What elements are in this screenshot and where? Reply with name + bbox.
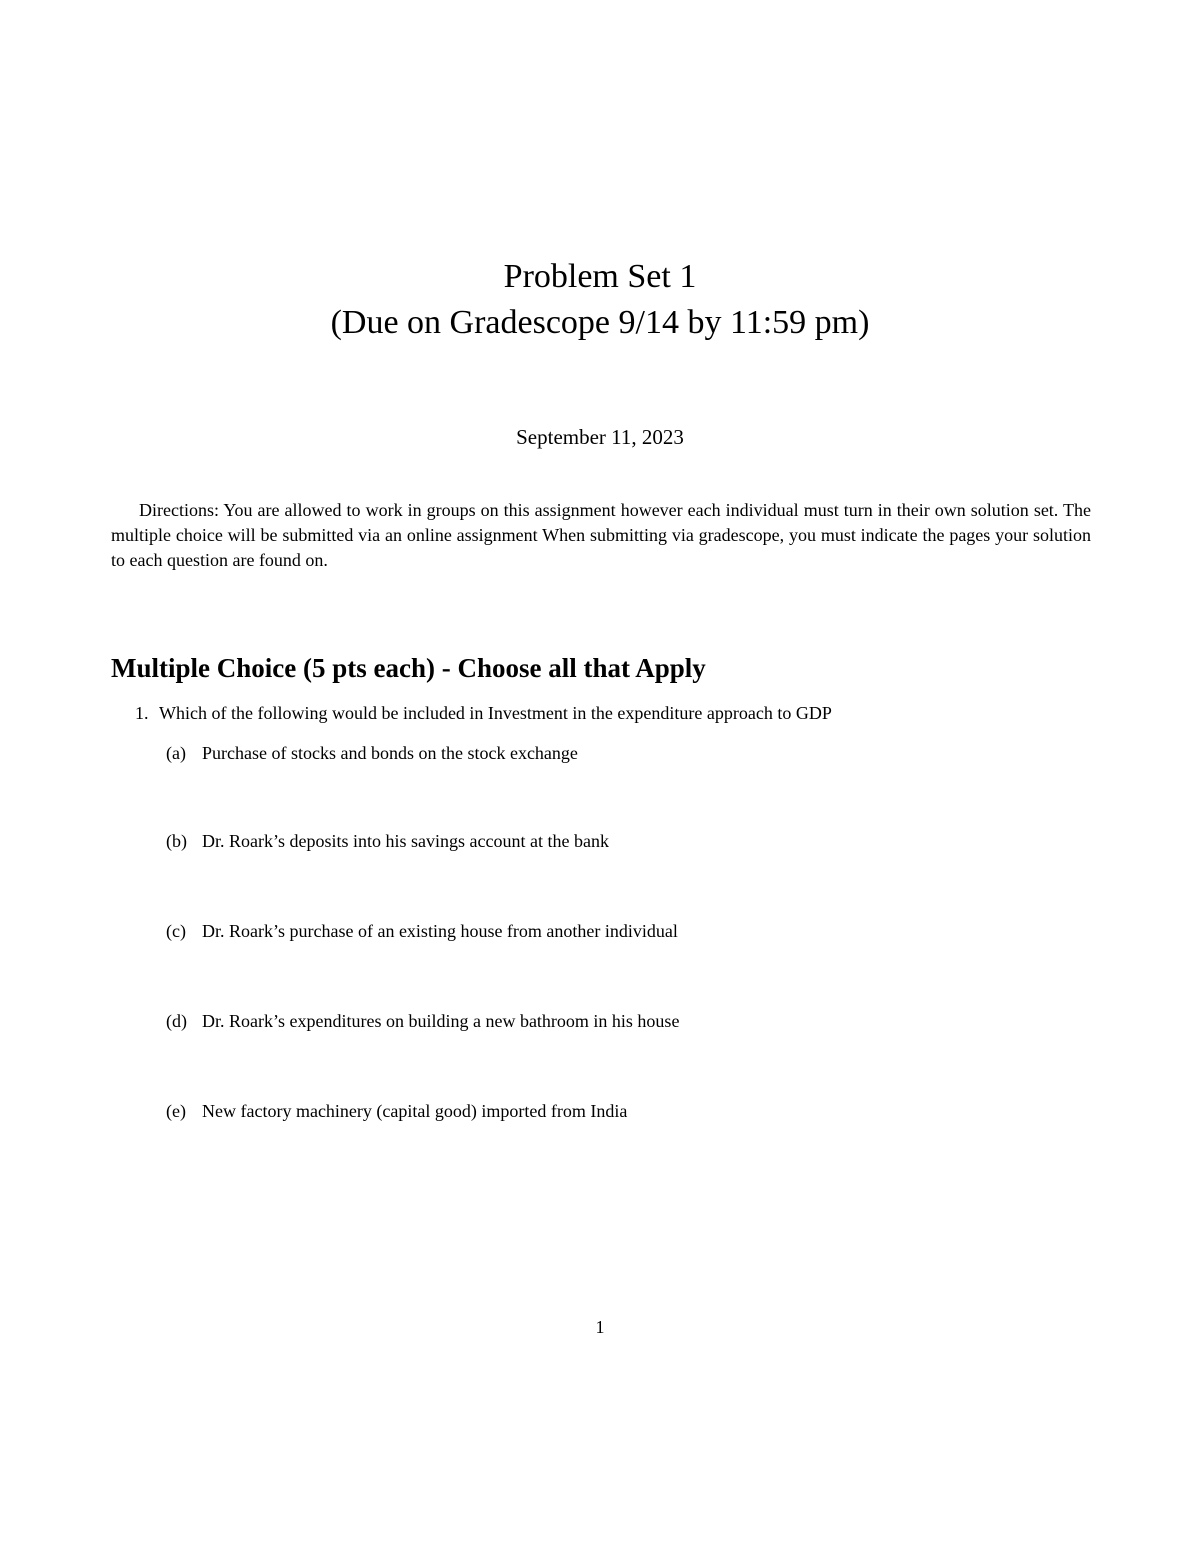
option-label: (b) bbox=[166, 831, 187, 851]
option-b bbox=[166, 828, 1066, 854]
option-a bbox=[166, 740, 1066, 766]
option-text: Dr. Roark’s expenditures on building a new bathroom in his house bbox=[202, 1011, 680, 1031]
option-c bbox=[166, 918, 1066, 944]
option-label: (e) bbox=[166, 1101, 186, 1121]
question-text: Which of the following would be included in Investment in the expenditure approach to GDP bbox=[159, 703, 832, 723]
document-date: September 11, 2023 bbox=[516, 425, 684, 449]
question-1 bbox=[135, 700, 1085, 726]
question-number: 1. bbox=[135, 703, 149, 723]
title-line-2: (Due on Gradescope 9/14 by 11:59 pm) bbox=[330, 304, 870, 341]
option-text: New factory machinery (capital good) imported from India bbox=[202, 1101, 628, 1121]
page-number: 1 bbox=[595, 1317, 605, 1337]
section-heading: Multiple Choice (5 pts each) - Choose all that Apply bbox=[111, 653, 706, 683]
directions-paragraph: Directions: You are allowed to work in groups on this assignment however each individual must turn in their own solution set. The multiple choice will be submitted via an online assignment When submitting via gradescope, you must indicate the pages your solution to each question are found on. bbox=[111, 500, 1091, 570]
option-text: Dr. Roark’s purchase of an existing house from another individual bbox=[202, 921, 678, 941]
option-e bbox=[166, 1098, 1066, 1124]
title-line-1: Problem Set 1 bbox=[503, 258, 697, 295]
option-d bbox=[166, 1008, 1066, 1034]
option-text: Purchase of stocks and bonds on the stock exchange bbox=[202, 743, 578, 763]
option-label: (c) bbox=[166, 921, 186, 941]
option-label: (d) bbox=[166, 1011, 187, 1031]
option-text: Dr. Roark’s deposits into his savings account at the bank bbox=[202, 831, 609, 851]
option-label: (a) bbox=[166, 743, 186, 763]
